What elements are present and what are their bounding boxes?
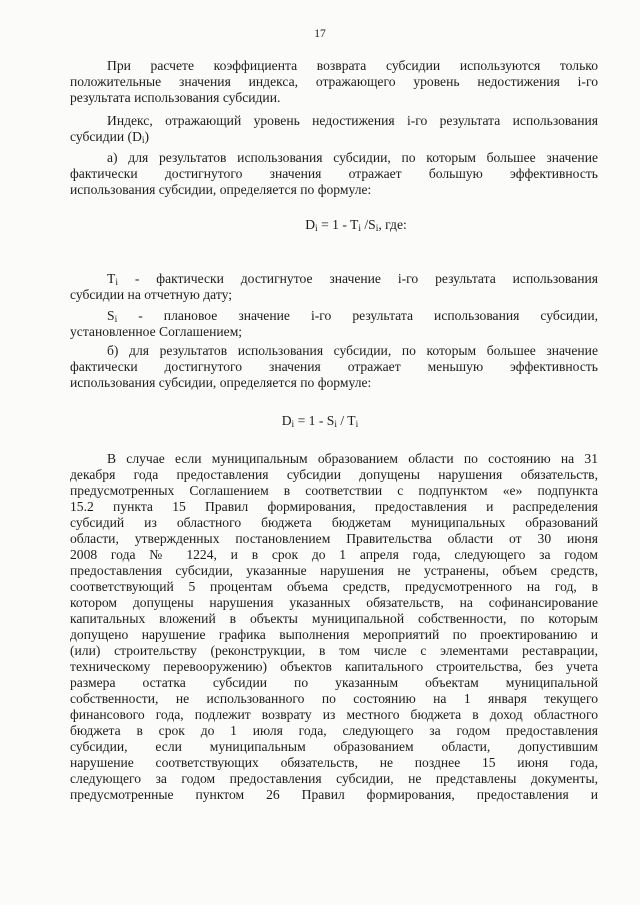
text-line: котором допущены нарушения указанных обязательств, на софинансирование (70, 595, 598, 610)
text-line: предусмотренные пунктом 26 Правил формирования, предоставления и (70, 787, 598, 802)
text-line: финансового года, подлежит возврату из местного бюджета в доход областного (70, 707, 598, 722)
page-number: 17 (314, 28, 326, 40)
text-line: декабря года предоставления субсидии допущены нарушения обязательств, (70, 467, 598, 482)
text-line: нарушение соответствующих обязательств, не позднее 15 июня года, (70, 755, 598, 770)
text-line: фактически достигнутого значения отражает большую эффективность (70, 166, 598, 181)
text-line: размера остатка субсидии по указанным объектам муниципальной (70, 675, 598, 690)
text-line: субсидии, если муниципальным образованием области, допустившим (70, 739, 598, 754)
text-line: $T_i$ - фактически достигнутое значение i-го результата использования (107, 271, 598, 288)
text-line: б) для результатов использования субсидии, по которым большее значение (107, 343, 598, 358)
text-line: (или) строительству (реконструкции, в том числе с элементами реставрации, (70, 643, 598, 658)
text-line: капитальных вложений в объекты муниципальной собственности, по которым (70, 611, 598, 626)
text-line: использования субсидии, определяется по формуле: (70, 375, 372, 390)
text-line: В случае если муниципальным образованием области по состоянию на 31 (107, 451, 598, 466)
text-line: результата использования субсидии. (70, 90, 281, 105)
text-line: субсидии $(D_i)$ (70, 129, 150, 146)
formula-b: $D_i = 1 - S_i / T_i$ (281, 413, 359, 430)
text-line: а) для результатов использования субсидии, по которым большее значение (107, 150, 598, 165)
text-line: предусмотренных Соглашением в соответствии с подпунктом «е» подпункта (70, 483, 598, 498)
text-line: соответствующий 5 процентам объема средств, предусмотренного на год, в (70, 579, 598, 594)
text-line: При расчете коэффициента возврата субсидии используются только (107, 58, 598, 73)
text-line: использования субсидии, определяется по формуле: (70, 182, 372, 197)
text-line: субсидии на отчетную дату; (70, 287, 233, 302)
text-line: Индекс, отражающий уровень недостижения i-го результата использования (107, 113, 598, 128)
text-line: предоставления субсидии, указанные нарушения не устранены, объем средств, (70, 563, 598, 578)
formula-a: $D_i = 1 - T_i$ $/S_i$, где: (305, 217, 407, 234)
text-line: положительные значения индекса, отражающего уровень недостижения i-го (70, 74, 598, 89)
text-line: 15.2 пункта 15 Правил формирования, предоставления и распределения (70, 499, 598, 514)
text-line: $S_i$ - плановое значение i-го результата использования субсидии, (107, 308, 598, 325)
text-line: 2008 года № 1224, и в срок до 1 апреля года, следующего за годом (70, 547, 598, 562)
text-line: субсидий из областного бюджета бюджетам муниципальных образований (70, 515, 598, 530)
text-line: собственности, не использованного по состоянию на 1 января текущего (70, 691, 598, 706)
text-line: допущено нарушение графика выполнения мероприятий по проектированию и (70, 627, 598, 642)
text-line: фактически достигнутого значения отражает меньшую эффективность (70, 359, 598, 374)
text-line: техническому перевооружению) объектов капитального строительства, без учета (70, 659, 598, 674)
text-line: следующего за годом предоставления субсидии, не представлены документы, (70, 771, 598, 786)
text-line: области, утвержденных постановлением Правительства области от 30 июня (70, 531, 598, 546)
text-line: установленное Соглашением; (70, 324, 243, 339)
text-line: бюджета в срок до 1 июля года, следующего за годом предоставления (70, 723, 598, 738)
